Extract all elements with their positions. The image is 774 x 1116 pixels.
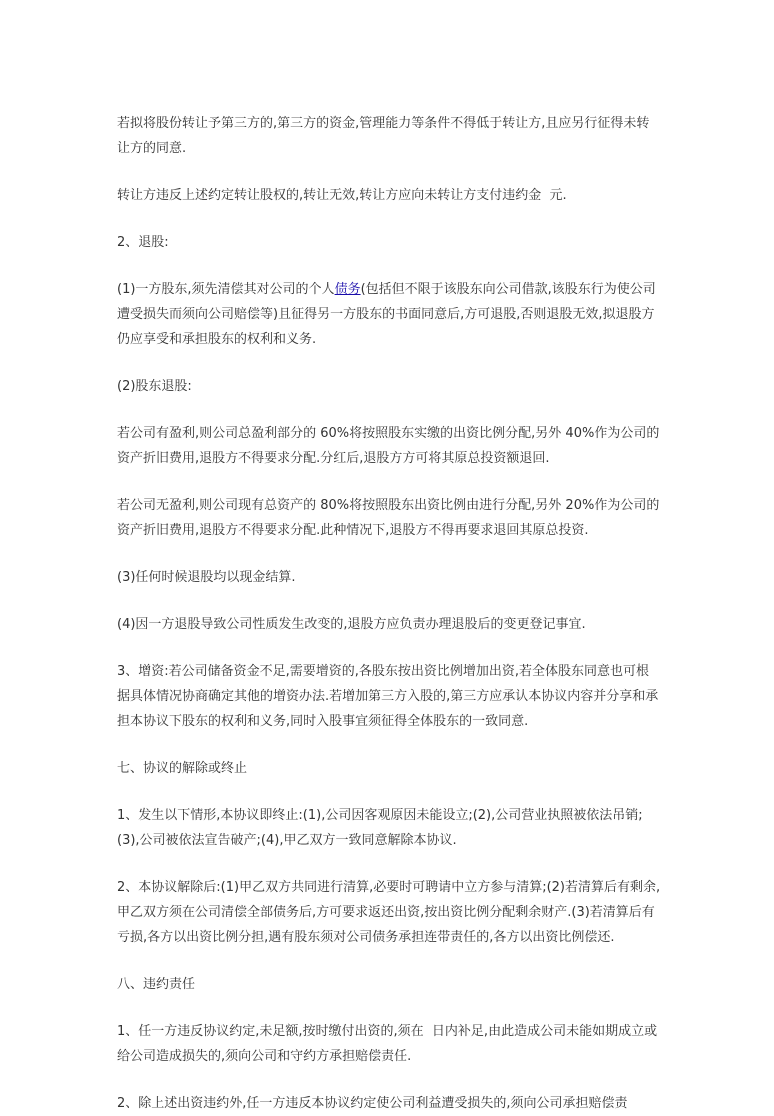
paragraph-breach-2: 2、除上述出资违约外,任一方违反本协议约定使公司利益遭受损失的,须向公司承担赔偿责 <box>117 1096 628 1111</box>
paragraph-change-registration: (4)因一方退股导致公司性质发生改变的,退股方应负责办理退股后的变更登记事宜. <box>117 617 586 632</box>
paragraph-capital-increase: 3、增资:若公司储备资金不足,需要增资的,各股东按出资比例增加出资,若全体股东同意也可根据具体情况协商确定其他的增资办法.若增加第三方入股的,第三方应承认本协议内容并分享和承担本协议下股东的权利和义务,同时入股事宜须征得全体股东的一致同意. <box>117 664 659 729</box>
paragraph-termination-1: 1、发生以下情形,本协议即终止:(1),公司因客观原因未能设立;(2),公司营业执照被依法吊销;(3),公司被依法宣告破产;(4),甲乙双方一致同意解除本协议. <box>117 808 643 848</box>
heading-termination: 七、协议的解除或终止 <box>117 761 248 776</box>
paragraph-withdrawal-1 <box>117 277 662 352</box>
paragraph-no-profit-case: 若公司无盈利,则公司现有总资产的 80%将按照股东出资比例由进行分配,另外 20%作为公司的资产折旧费用,退股方不得要求分配.此种情况下,退股方不得再要求退回其原总投资. <box>117 498 660 538</box>
paragraph-termination-2: 2、本协议解除后:(1)甲乙双方共同进行清算,必要时可聘请中立方参与清算;(2)若清算后有剩余,甲乙双方须在公司清偿全部债务后,方可要求返还出资,按出资比例分配剩余财产.(3)若清算后有亏损,各方以出资比例分担,遇有股东须对公司债务承担连带责任的,各方以出资比例偿还. <box>117 880 661 945</box>
document-body <box>117 111 662 1116</box>
paragraph-profit-case: 若公司有盈利,则公司总盈利部分的 60%将按照股东实缴的出资比例分配,另外 40%作为公司的资产折旧费用,退股方不得要求分配.分红后,退股方方可将其原总投资额退回. <box>117 426 660 466</box>
paragraph-breach-1: 1、任一方违反协议约定,未足额,按时缴付出资的,须在 日内补足,由此造成公司未能如期成立或给公司造成损失的,须向公司和守约方承担赔偿责任. <box>117 1024 658 1064</box>
paragraph-cash-settlement: (3)任何时候退股均以现金结算. <box>117 570 296 585</box>
paragraph-transfer-breach: 转让方违反上述约定转让股权的,转让无效,转让方应向未转让方支付违约金 元. <box>117 188 567 203</box>
heading-breach-liability: 八、违约责任 <box>117 977 196 992</box>
paragraph-share-transfer-condition: 若拟将股份转让予第三方的,第三方的资金,管理能力等条件不得低于转让方,且应另行征得未转让方的同意. <box>117 116 650 156</box>
debt-link[interactable]: 债务 <box>334 282 361 297</box>
subheading-shareholder-withdrawal: (2)股东退股: <box>117 379 192 394</box>
heading-withdrawal: 2、退股: <box>117 235 169 250</box>
paragraph-withdrawal-1-after: (包括但不限于该股东向公司借款,该股东行为使公司遭受损失而须向公司赔偿等)且征得另一方股东的书面同意后,方可退股,否则退股无效,拟退股方仍应享受和承担股东的权利和义务. <box>117 282 656 347</box>
paragraph-withdrawal-1-before: (1)一方股东,须先清偿其对公司的个人 <box>117 282 335 297</box>
